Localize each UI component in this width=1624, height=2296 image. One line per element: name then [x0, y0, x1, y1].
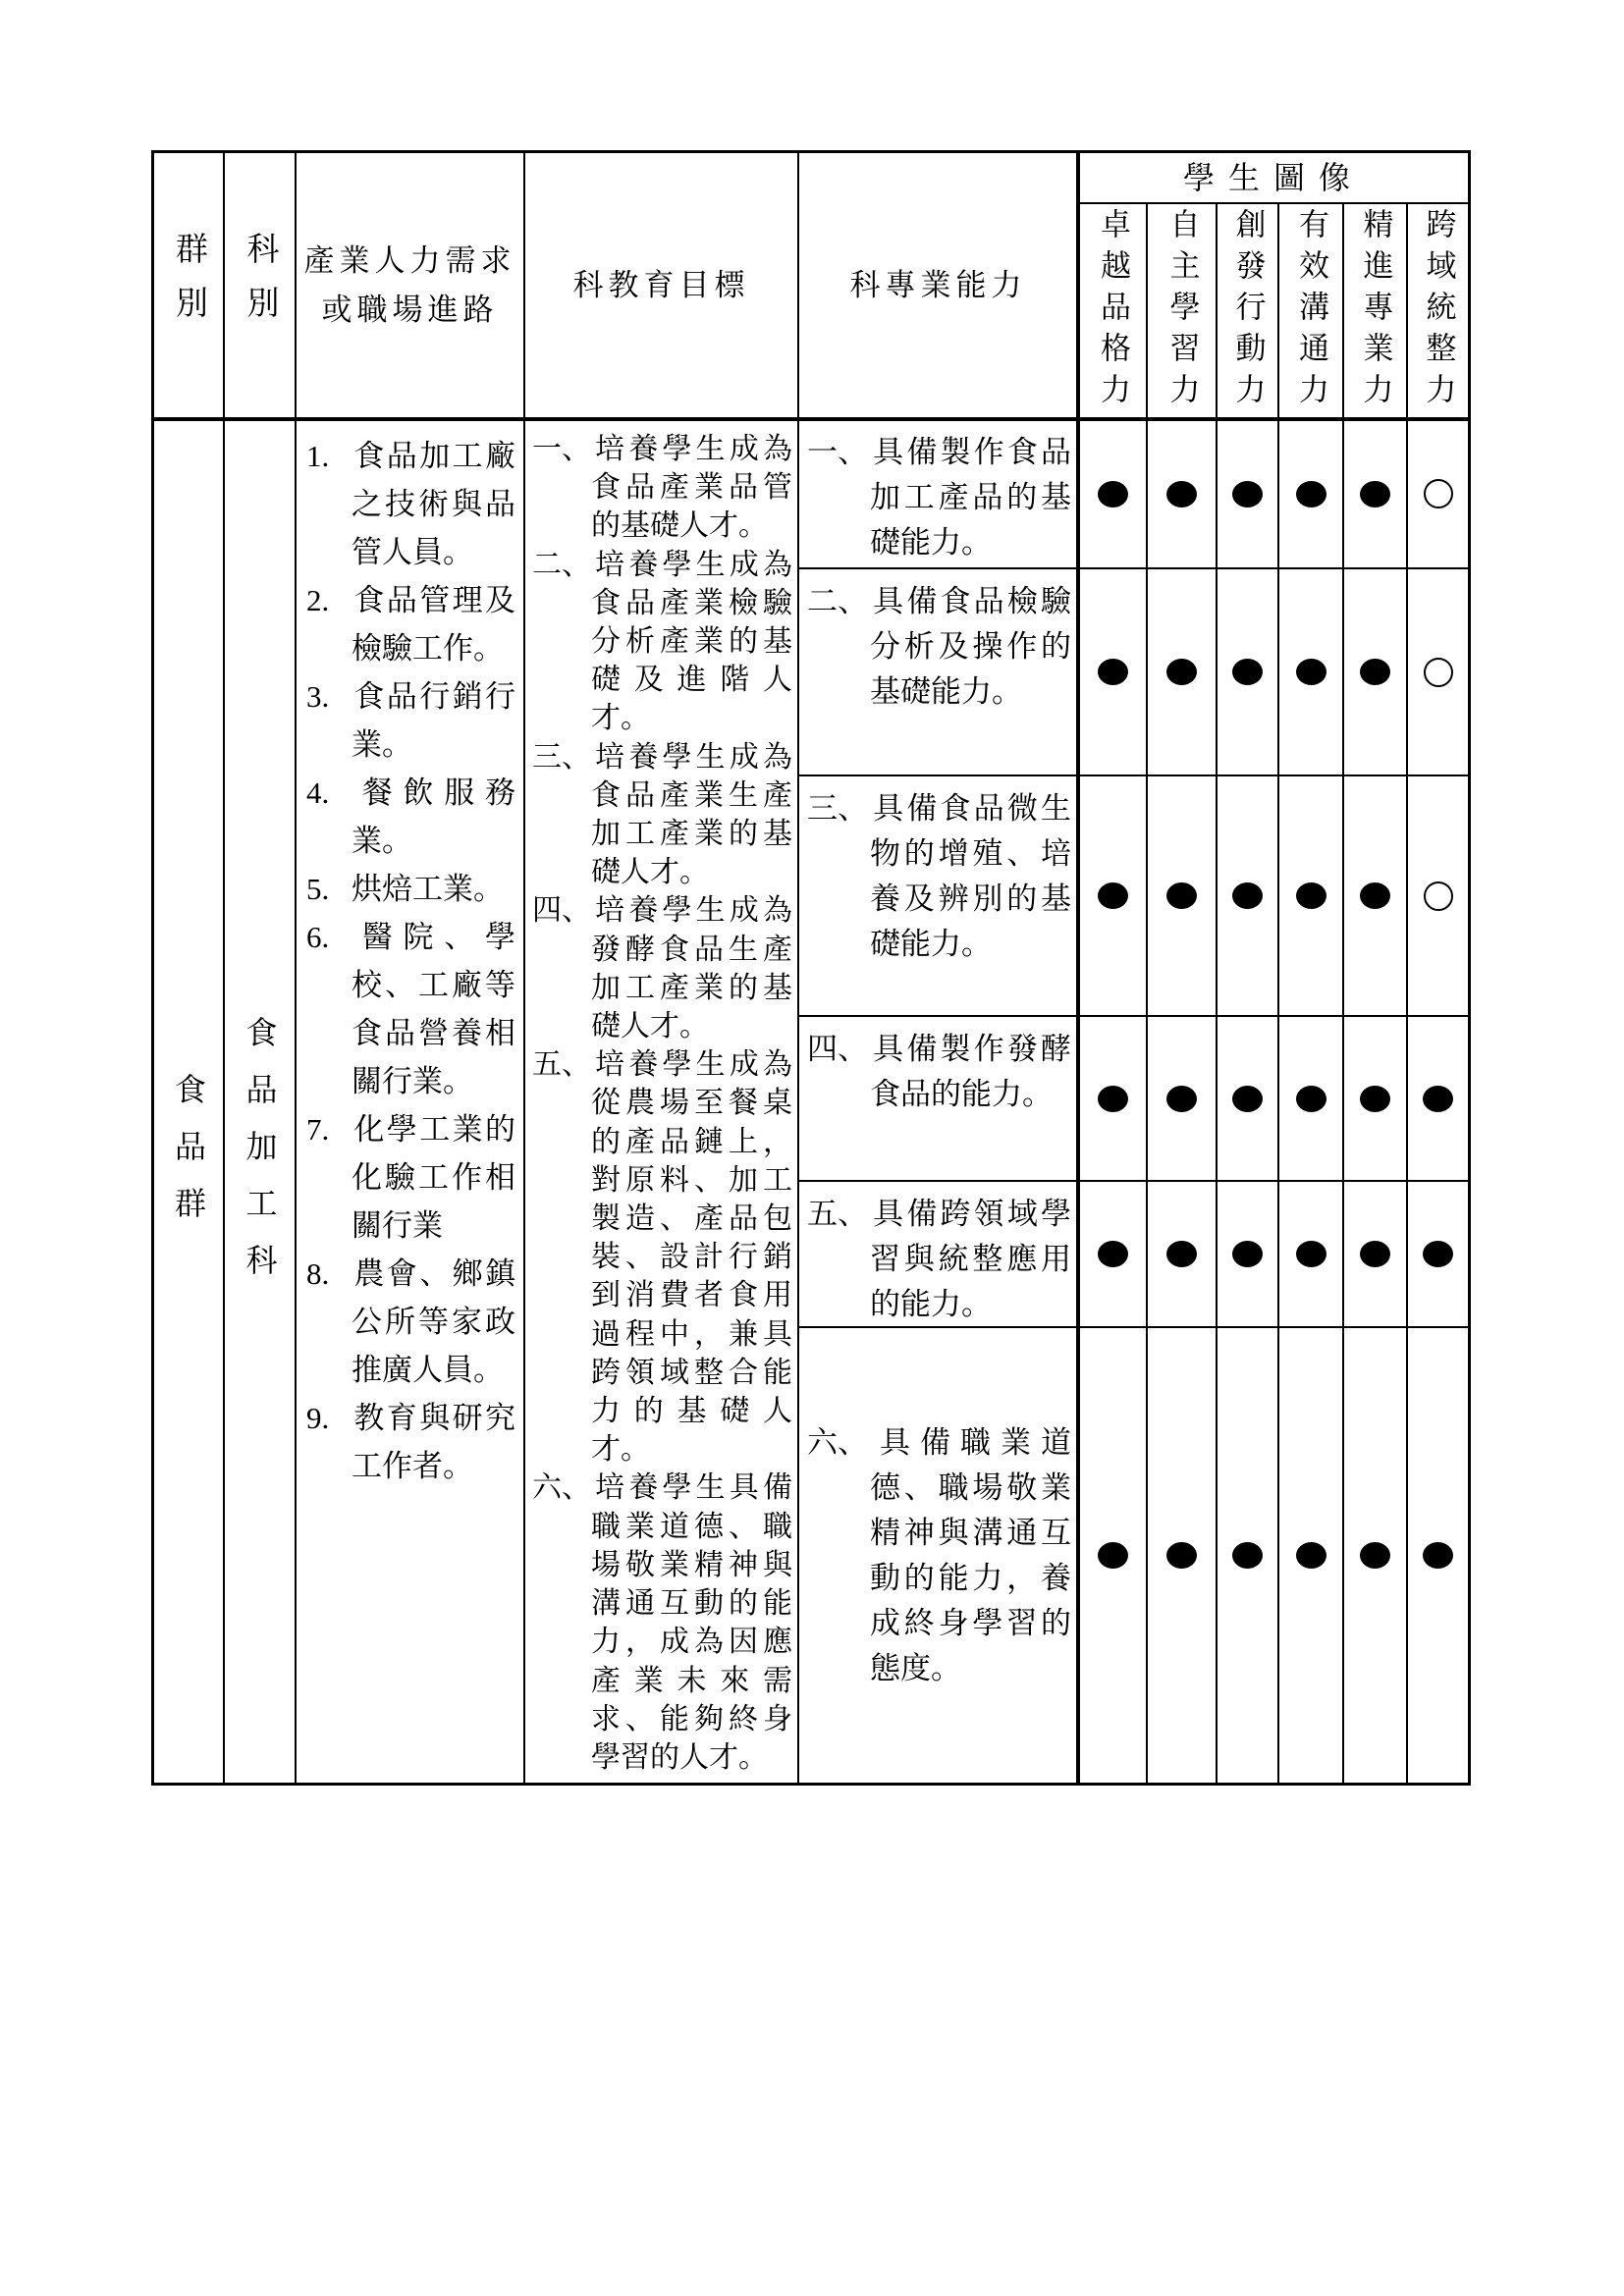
profile-dot-cell: [1079, 1182, 1146, 1326]
competency-row-4: 四、具備製作發酵食品的能力。: [799, 1017, 1077, 1180]
filled-circle-icon: [1360, 481, 1390, 507]
goal-item: 六、培養學生具備職業道德、職場敬業精神與溝通互動的能力，成為因應產業未來需求、能夠終身學習的人才。: [532, 1471, 792, 1774]
filled-circle-icon: [1232, 1241, 1263, 1267]
education-goals-cell: [525, 420, 797, 1783]
header-profile-col-excellence: [1079, 204, 1146, 418]
profile-dot-cell: [1344, 776, 1406, 1015]
profile-dot-cell: [1079, 1017, 1146, 1180]
profile-dot-cell: [1218, 1328, 1277, 1783]
filled-circle-icon: [1166, 1241, 1197, 1267]
profile-dot-cell: [1218, 420, 1277, 567]
industry-item: 5. 烘焙工業。: [306, 872, 504, 906]
profile-dot-cell: [1148, 1182, 1216, 1326]
header-department: [225, 153, 295, 418]
industry-item: 7. 化學工業的化驗工作相關行業: [306, 1112, 515, 1243]
filled-circle-icon: [1098, 882, 1128, 909]
industry-item: 9. 教育與研究工作者。: [306, 1401, 515, 1483]
header-profile-col-creativity: [1218, 204, 1277, 418]
header-competencies-label: 科專業能力: [849, 268, 1027, 302]
filled-circle-icon: [1360, 1241, 1390, 1267]
header-profile-col-self-learning: [1148, 204, 1216, 418]
filled-circle-icon: [1166, 1542, 1197, 1569]
profile-dot-cell: [1148, 1017, 1216, 1180]
profile-dot-cell: [1408, 1182, 1468, 1326]
profile-dot-cell: [1408, 776, 1468, 1015]
profile-col-label: 跨域統整力: [1421, 208, 1456, 414]
header-profile-col-professional: [1344, 204, 1406, 418]
industry-item: 6. 醫院、學校、工廠等食品營養相關行業。: [306, 920, 515, 1098]
goal-item: 三、培養學生成為食品產業生產加工產業的基礎人才。: [532, 740, 792, 889]
profile-dot-cell: [1344, 1017, 1406, 1180]
profile-dot-cell: [1079, 569, 1146, 774]
filled-circle-icon: [1423, 1542, 1453, 1569]
profile-dot-cell: [1279, 569, 1342, 774]
filled-circle-icon: [1232, 882, 1263, 909]
filled-circle-icon: [1166, 659, 1197, 685]
header-group: [154, 153, 223, 418]
filled-circle-icon: [1166, 1086, 1197, 1112]
header-competencies: [799, 153, 1077, 418]
header-goals: [525, 153, 797, 418]
department-value: 食品加工科: [242, 1016, 278, 1301]
filled-circle-icon: [1296, 1542, 1326, 1569]
header-industry: [297, 153, 523, 418]
filled-circle-icon: [1423, 1241, 1453, 1267]
profile-dot-cell: [1079, 420, 1146, 567]
profile-dot-cell: [1344, 569, 1406, 774]
filled-circle-icon: [1098, 1086, 1128, 1112]
header-divider-rule: [151, 417, 1471, 421]
filled-circle-icon: [1098, 481, 1128, 507]
profile-dot-cell: [1279, 1182, 1342, 1326]
group-value: 食品群: [171, 1073, 206, 1244]
profile-dot-cell: [1408, 1328, 1468, 1783]
profile-dot-cell: [1344, 1182, 1406, 1326]
profile-dot-cell: [1344, 420, 1406, 567]
profile-dot-cell: [1148, 569, 1216, 774]
profile-dot-cell: [1079, 776, 1146, 1015]
profile-col-label: 創發行動力: [1230, 208, 1266, 414]
filled-circle-icon: [1166, 882, 1197, 909]
profile-dot-cell: [1408, 420, 1468, 567]
profile-col-label: 卓越品格力: [1096, 208, 1130, 414]
filled-circle-icon: [1166, 481, 1197, 507]
profile-dot-cell: [1148, 776, 1216, 1015]
filled-circle-icon: [1232, 1542, 1263, 1569]
industry-item: 3. 食品行銷行業。: [306, 679, 515, 762]
filled-circle-icon: [1423, 1086, 1453, 1112]
filled-circle-icon: [1232, 481, 1263, 507]
header-industry-line2: 或職場進路: [321, 293, 499, 327]
department-value-cell: [225, 420, 295, 1783]
industry-needs-cell: [297, 420, 523, 1783]
industry-item: 8. 農會、鄉鎮公所等家政推廣人員。: [306, 1256, 515, 1387]
competency-row-6: 六、具備職業道德、職場敬業精神與溝通互動的能力，養成終身學習的態度。: [799, 1328, 1077, 1783]
header-goals-label: 科教育目標: [572, 268, 750, 302]
filled-circle-icon: [1360, 1542, 1390, 1569]
profile-dot-cell: [1408, 569, 1468, 774]
filled-circle-icon: [1098, 659, 1128, 685]
filled-circle-icon: [1296, 882, 1326, 909]
competency-row-1: 一、具備製作食品加工產品的基礎能力。: [799, 420, 1077, 567]
profile-dot-cell: [1344, 1328, 1406, 1783]
filled-circle-icon: [1296, 481, 1326, 507]
profile-col-label: 精進專業力: [1358, 208, 1393, 414]
filled-circle-icon: [1232, 1086, 1263, 1112]
filled-circle-icon: [1098, 1241, 1128, 1267]
profile-section-divider-rule: [1076, 150, 1080, 1786]
competency-row-2: 二、具備食品檢驗分析及操作的基礎能力。: [799, 569, 1077, 774]
header-department-label: 科別: [242, 232, 278, 340]
filled-circle-icon: [1296, 1086, 1326, 1112]
open-circle-icon: [1424, 479, 1453, 508]
industry-item: 1. 食品加工廠之技術與品管人員。: [306, 439, 515, 569]
goal-item: 四、培養學生成為發酵食品生產加工產業的基礎人才。: [532, 894, 792, 1043]
goal-item: 二、培養學生成為食品產業檢驗分析產業的基礎及進階人才。: [532, 548, 792, 735]
industry-item: 2. 食品管理及檢驗工作。: [306, 583, 515, 666]
header-student-profile: [1079, 153, 1468, 202]
profile-col-label: 有效溝通力: [1294, 208, 1328, 414]
profile-dot-cell: [1218, 569, 1277, 774]
header-group-label: 群別: [171, 232, 206, 340]
profile-dot-cell: [1079, 1328, 1146, 1783]
profile-dot-cell: [1408, 1017, 1468, 1180]
open-circle-icon: [1424, 881, 1453, 911]
industry-item: 4. 餐飲服務業。: [306, 775, 515, 858]
profile-dot-cell: [1279, 1328, 1342, 1783]
goal-item: 五、培養學生成為從農場至餐桌的產品鏈上，對原料、加工製造、產品包裝、設計行銷到消費者食用過程中，兼具跨領域整合能力的基礎人才。: [532, 1048, 792, 1467]
profile-dot-cell: [1279, 420, 1342, 567]
filled-circle-icon: [1098, 1542, 1128, 1569]
profile-dot-cell: [1148, 1328, 1216, 1783]
profile-dot-cell: [1218, 1182, 1277, 1326]
header-profile-col-communication: [1279, 204, 1342, 418]
profile-dot-cell: [1218, 1017, 1277, 1180]
competency-row-5: 五、具備跨領域學習與統整應用的能力。: [799, 1182, 1077, 1326]
filled-circle-icon: [1360, 882, 1390, 909]
filled-circle-icon: [1360, 659, 1390, 685]
filled-circle-icon: [1232, 659, 1263, 685]
competency-row-3: 三、具備食品微生物的增殖、培養及辨別的基礎能力。: [799, 776, 1077, 1015]
profile-dot-cell: [1218, 776, 1277, 1015]
filled-circle-icon: [1360, 1086, 1390, 1112]
profile-col-label: 自主學習力: [1164, 208, 1200, 414]
filled-circle-icon: [1296, 659, 1326, 685]
curriculum-table: [151, 150, 1471, 1786]
profile-dot-cell: [1279, 1017, 1342, 1180]
header-profile-col-interdisciplinary: [1408, 204, 1468, 418]
profile-dot-cell: [1148, 420, 1216, 567]
open-circle-icon: [1424, 658, 1453, 687]
header-student-profile-label: 學生圖像: [1182, 160, 1364, 195]
profile-dot-cell: [1279, 776, 1342, 1015]
filled-circle-icon: [1296, 1241, 1326, 1267]
group-value-cell: [154, 420, 223, 1783]
goal-item: 一、培養學生成為食品產業品管的基礎人才。: [532, 433, 792, 543]
header-industry-line1: 產業人力需求: [303, 243, 516, 278]
